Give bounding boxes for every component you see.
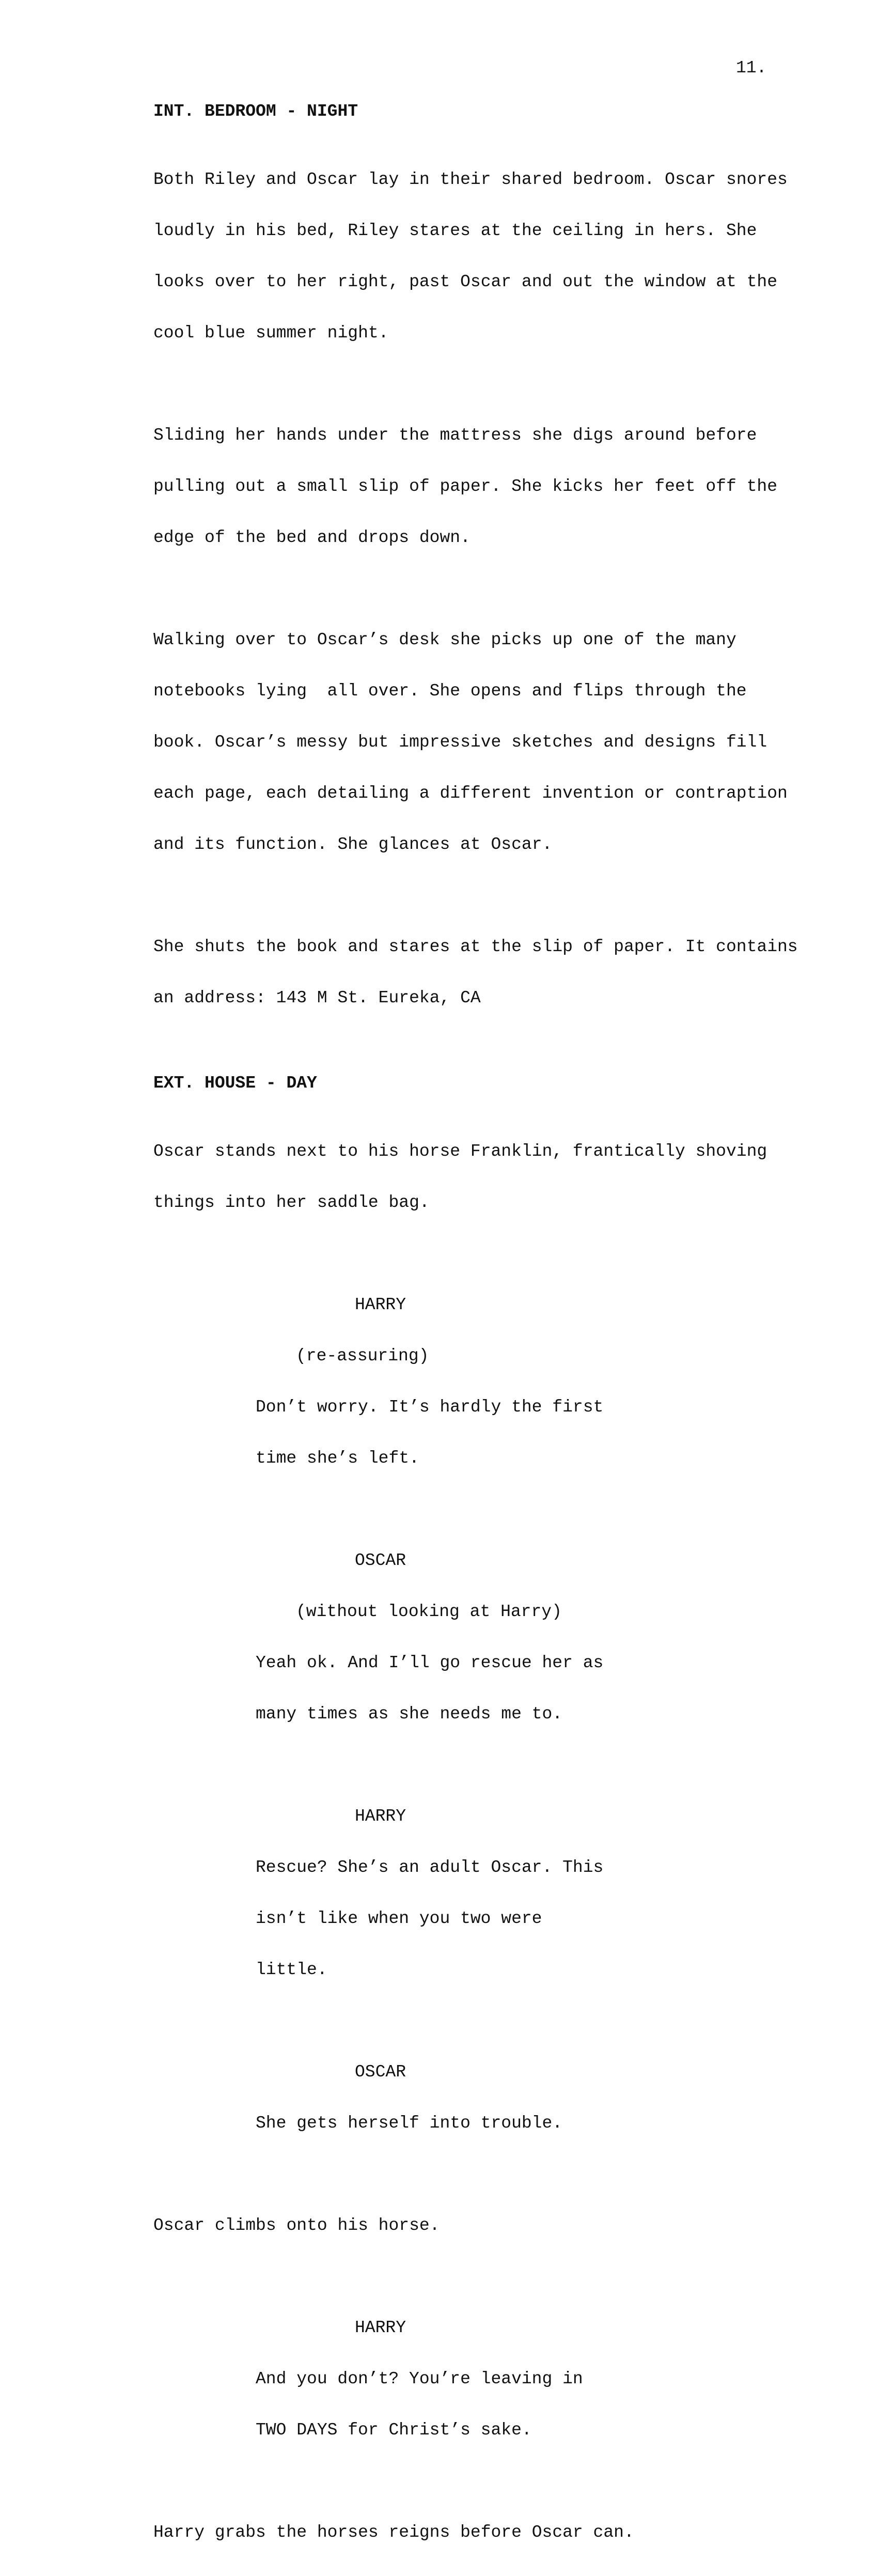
character-name: HARRY: [355, 1295, 406, 1314]
scene-heading: EXT. HOUSE - DAY: [153, 1074, 317, 1093]
dialogue-line: And you don’t? You’re leaving in: [256, 2369, 583, 2388]
action-line: Oscar climbs onto his horse.: [153, 2216, 440, 2235]
character-name: OSCAR: [355, 2062, 406, 2082]
dialogue-line: Rescue? She’s an adult Oscar. This: [256, 1858, 604, 1877]
character-name: OSCAR: [355, 1551, 406, 1570]
dialogue-block: [153, 2285, 799, 2473]
dialogue-block: [153, 1774, 799, 2012]
action-line: Both Riley and Oscar lay in their shared bedroom. Oscar snores: [153, 170, 788, 189]
dialogue-line: Don’t worry. It’s hardly the first: [256, 1398, 604, 1417]
action-line: each page, each detailing a different invention or contraption: [153, 784, 788, 803]
action-line: Oscar stands next to his horse Franklin, frantically shoving: [153, 1142, 767, 1161]
dialogue-line: little.: [256, 1960, 327, 1979]
action-paragraph: [153, 2183, 799, 2268]
character-name: HARRY: [355, 2318, 406, 2337]
action-paragraph: [153, 393, 799, 580]
action-paragraph: [153, 904, 799, 1041]
dialogue-line: time she’s left.: [256, 1449, 419, 1468]
action-line: book. Oscar’s messy but impressive sketches and designs fill: [153, 733, 767, 752]
character-name: HARRY: [355, 1807, 406, 1826]
action-paragraph: [153, 597, 799, 887]
action-line: loudly in his bed, Riley stares at the ceiling in hers. She: [153, 221, 757, 240]
parenthetical: (without looking at Harry): [296, 1602, 562, 1621]
dialogue-line: many times as she needs me to.: [256, 1704, 563, 1724]
action-line: Harry grabs the horses reigns before Oscar can.: [153, 2523, 634, 2542]
action-line: She shuts the book and stares at the slip of paper. It contains: [153, 937, 798, 956]
parenthetical: (re-assuring): [296, 1346, 429, 1365]
scene-heading: INT. BEDROOM - NIGHT: [153, 102, 358, 121]
dialogue-line: isn’t like when you two were: [256, 1909, 542, 1928]
dialogue-line: She gets herself into trouble.: [256, 2114, 563, 2133]
dialogue-block: [153, 2029, 799, 2166]
action-line: edge of the bed and drops down.: [153, 528, 471, 547]
action-line: notebooks lying all over. She opens and flips through the: [153, 681, 747, 701]
dialogue-block: [153, 1262, 799, 1501]
action-line: cool blue summer night.: [153, 323, 389, 343]
action-line: Sliding her hands under the mattress she digs around before: [153, 426, 757, 445]
action-line: looks over to her right, past Oscar and out the window at the: [153, 272, 777, 291]
action-line: an address: 143 M St. Eureka, CA: [153, 988, 481, 1007]
action-line: and its function. She glances at Oscar.: [153, 835, 553, 854]
action-paragraph: [153, 137, 799, 376]
action-line: pulling out a small slip of paper. She kicks her feet off the: [153, 477, 777, 496]
action-line: things into her saddle bag.: [153, 1193, 430, 1212]
dialogue-line: Yeah ok. And I’ll go rescue her as: [256, 1653, 604, 1672]
action-paragraph: [153, 2490, 799, 2575]
page-number: 11.: [736, 58, 767, 77]
dialogue-block: [153, 1518, 799, 1757]
dialogue-line: TWO DAYS for Christ’s sake.: [256, 2420, 532, 2440]
action-line: Walking over to Oscar’s desk she picks up one of the many: [153, 630, 736, 649]
script-body: [153, 103, 799, 2575]
action-paragraph: [153, 1109, 799, 1245]
